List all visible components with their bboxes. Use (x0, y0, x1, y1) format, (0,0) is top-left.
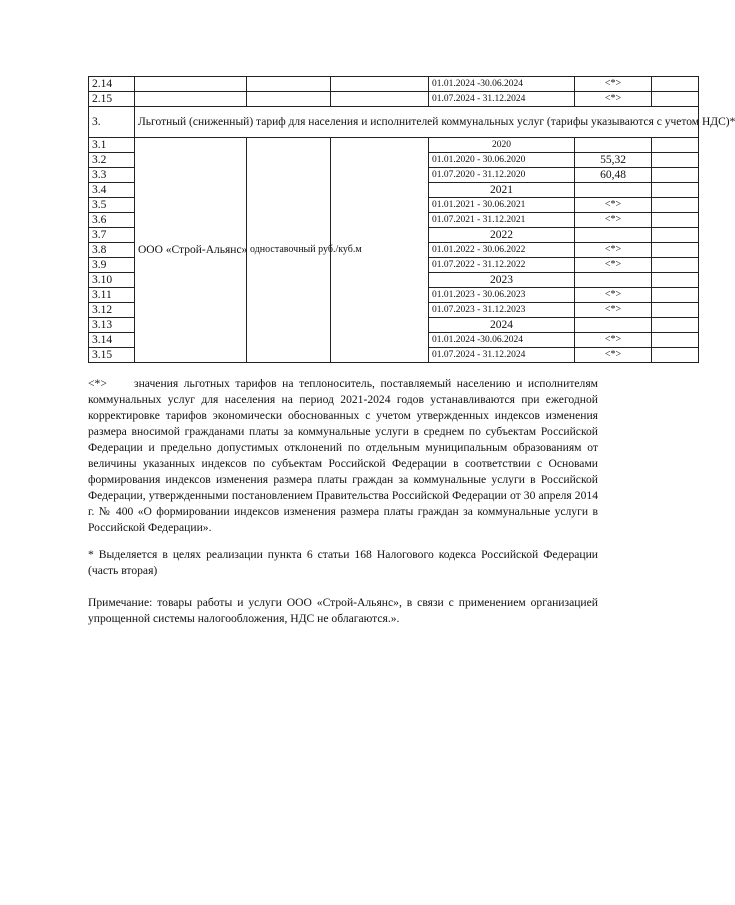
period-cell: 01.01.2021 - 30.06.2021 (429, 198, 575, 213)
section-number: 3. (89, 107, 135, 138)
tariff-value: <*> (575, 303, 652, 318)
row-number: 3.9 (89, 258, 135, 273)
tariff-value: <*> (575, 243, 652, 258)
empty-cell (652, 198, 699, 213)
row-number: 2.15 (89, 92, 135, 107)
empty-cell (652, 348, 699, 363)
tariff-value: <*> (575, 348, 652, 363)
tariff-value: 60,48 (575, 168, 652, 183)
tariff-value: <*> (575, 92, 652, 107)
row-number: 3.12 (89, 303, 135, 318)
empty-cell (652, 213, 699, 228)
tariff-value: <*> (575, 258, 652, 273)
empty-cell (652, 288, 699, 303)
row-number: 3.2 (89, 153, 135, 168)
empty-cell (575, 228, 652, 243)
remark-note: Примечание: товары работы и услуги ООО «Строй-Альянс», в связи с применением организацией упрощенной системы налогообложения, НДС не облагаются.». (88, 596, 598, 625)
row-number: 3.15 (89, 348, 135, 363)
row-number: 3.5 (89, 198, 135, 213)
empty-cell (652, 92, 699, 107)
footnote-text: значения льготных тарифов на теплоноситель, поставляемый населению и исполнителям коммунальных услуг для населения на период 2021-2024 годов устанавливаются при ежегодной корректировке тарифов экономически обоснованных с учетом утвержденных индексов изменения размера вносимой гражданами платы за коммунальные услуги в среднем по субъектам Российской Федерации и предельно допустимых отклонений по отдельным муниципальным образованиям от величины указанных индексов по субъектам Российской Федерации в соответствии с Основами формирования индексов изменения размера платы граждан за коммунальные услуги в Российской Федерации, утвержденными постановлением Правительства Российской Федерации от 30 апреля 2014 г. № 400 «О формировании индексов изменения размера платы граждан за коммунальные услуги в Российской Федерации». (88, 377, 598, 534)
row-number: 3.13 (89, 318, 135, 333)
tariff-value: <*> (575, 198, 652, 213)
year-header: 2023 (429, 273, 575, 288)
period-cell: 01.01.2022 - 30.06.2022 (429, 243, 575, 258)
period-cell: 01.07.2023 - 31.12.2023 (429, 303, 575, 318)
unit-cell-empty (247, 77, 331, 92)
empty-cell (652, 77, 699, 92)
period-cell: 01.07.2021 - 31.12.2021 (429, 213, 575, 228)
tariff-value: 55,32 (575, 153, 652, 168)
period-cell: 01.07.2024 - 31.12.2024 (429, 92, 575, 107)
empty-cell (575, 183, 652, 198)
tariff-value: <*> (575, 77, 652, 92)
year-header: 2022 (429, 228, 575, 243)
empty-cell (652, 333, 699, 348)
empty-cell (652, 273, 699, 288)
empty-cell (331, 92, 429, 107)
empty-cell (652, 303, 699, 318)
period-cell: 01.01.2024 -30.06.2024 (429, 333, 575, 348)
period-cell: 01.07.2020 - 31.12.2020 (429, 168, 575, 183)
row-number: 3.3 (89, 168, 135, 183)
empty-cell (575, 138, 652, 153)
section-row (89, 107, 699, 138)
row-number: 3.8 (89, 243, 135, 258)
period-cell: 01.01.2020 - 30.06.2020 (429, 153, 575, 168)
row-number: 3.1 (89, 138, 135, 153)
organization-name: ООО «Строй-Альянс» (135, 138, 247, 363)
empty-cell (652, 318, 699, 333)
empty-cell (652, 228, 699, 243)
unit-cell-empty (247, 92, 331, 107)
tariff-value: <*> (575, 288, 652, 303)
period-cell: 01.07.2022 - 31.12.2022 (429, 258, 575, 273)
empty-cell (652, 183, 699, 198)
organization-cell-empty (135, 92, 247, 107)
period-cell: 01.01.2024 -30.06.2024 (429, 77, 575, 92)
year-header: 2024 (429, 318, 575, 333)
empty-cell (331, 77, 429, 92)
empty-cell (652, 168, 699, 183)
table-row (89, 77, 699, 92)
row-number: 3.6 (89, 213, 135, 228)
footnote-marker: <*> (88, 377, 107, 390)
footnote-tariff-values (88, 376, 598, 536)
year-header: 2021 (429, 183, 575, 198)
row-number: 3.14 (89, 333, 135, 348)
row-number: 3.4 (89, 183, 135, 198)
row-number: 2.14 (89, 77, 135, 92)
empty-cell (652, 258, 699, 273)
empty-cell (575, 273, 652, 288)
empty-cell (652, 138, 699, 153)
row-number: 3.7 (89, 228, 135, 243)
row-number: 3.11 (89, 288, 135, 303)
table-row (89, 138, 699, 153)
row-number: 3.10 (89, 273, 135, 288)
unit-of-measure: одноставочный руб./куб.м (247, 138, 331, 363)
tariff-table (88, 76, 735, 363)
empty-cell (575, 318, 652, 333)
table-row (89, 92, 699, 107)
period-cell: 01.07.2024 - 31.12.2024 (429, 348, 575, 363)
empty-cell (652, 243, 699, 258)
year-header: 2020 (429, 138, 575, 153)
tariff-value: <*> (575, 333, 652, 348)
organization-cell-empty (135, 77, 247, 92)
section-title: Льготный (сниженный) тариф для населения и исполнителей коммунальных услуг (тарифы указываются с учетом НДС)* (135, 107, 699, 138)
vat-note: * Выделяется в целях реализации пункта 6 статьи 168 Налогового кодекса Российской Федерации (часть вторая) (88, 548, 598, 577)
period-cell: 01.01.2023 - 30.06.2023 (429, 288, 575, 303)
tariff-value: <*> (575, 213, 652, 228)
empty-cell (652, 153, 699, 168)
